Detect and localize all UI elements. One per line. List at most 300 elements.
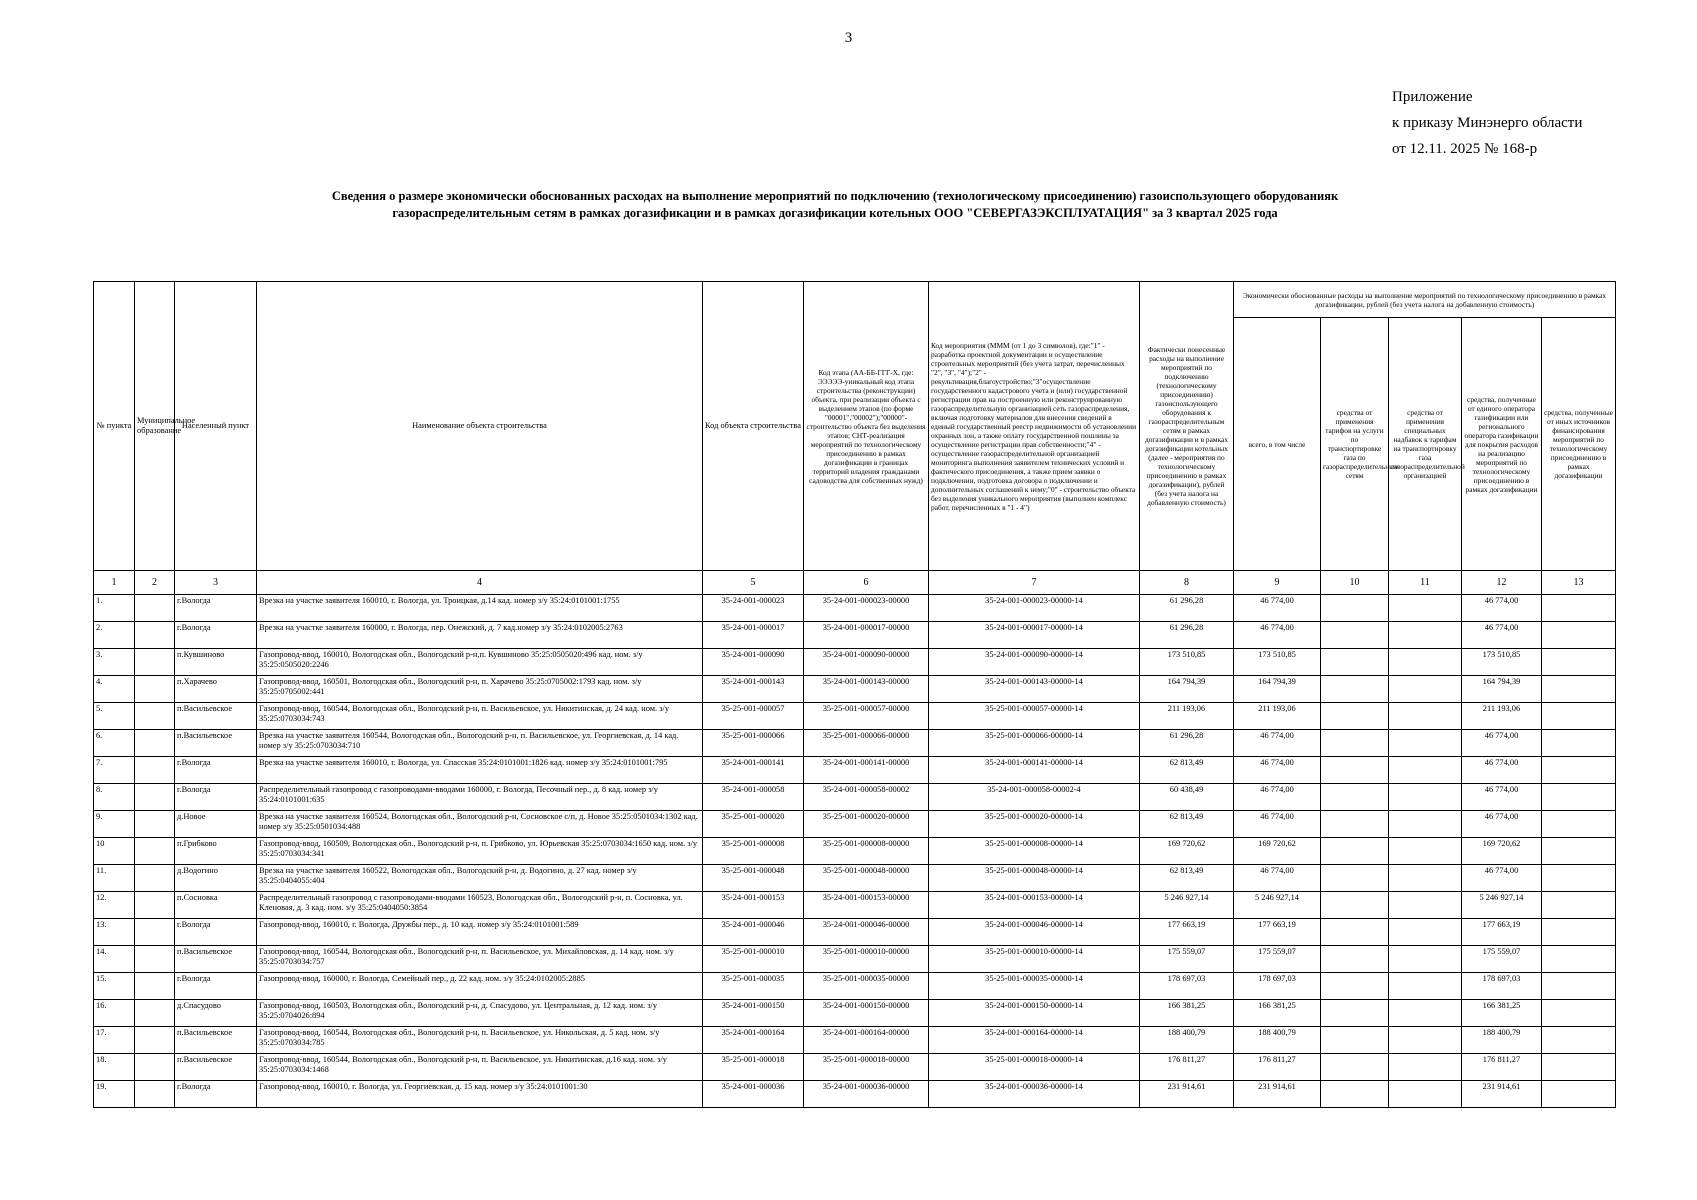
cell-object-name: Газопровод-ввод, 160010, г. Вологда, Дружбы пер., д. 10 кад. номер з/у 35:24:0101001:589 (257, 919, 703, 946)
cell-object-name: Газопровод-ввод, 160000, г. Вологда, Семейный пер., д. 22 кад. ном. з/у 35:24:0102005:2885 (257, 973, 703, 1000)
cell-other-funds (1542, 649, 1616, 676)
cell-actual-expenses: 60 438,49 (1140, 784, 1234, 811)
appendix-note (1392, 84, 1582, 162)
header-stage-code: Код этапа (АА-ББ-ГГГ-Х, где: ЭЭЭЭЭ-уникальный код этапа строительства (реконструкции) объекта, при реализации объекта с выделением этапов (по форме "00001","00002");"00000"-строительство объекта без выделения этапов; СНТ-реализация мероприятий по технологическому присоединению в рамках догазификации в границах территорий владения гражданами садоводства для собственных нужд) (804, 282, 929, 571)
header-other-funds: средства, полученные от иных источников финансирования мероприятий по технологическому присоединению в рамках догазификации (1542, 318, 1616, 571)
expenses-table (93, 281, 1616, 1108)
cell-event-code: 35-25-001-000035-00000-14 (929, 973, 1140, 1000)
cell-actual-expenses: 173 510,85 (1140, 649, 1234, 676)
cell-other-funds (1542, 1027, 1616, 1054)
table-row (94, 838, 1616, 865)
column-number: 6 (804, 571, 929, 595)
header-municipality: Муниципальное образование (135, 282, 175, 571)
cell-total: 178 697,03 (1234, 973, 1321, 1000)
cell-object-code: 35-24-001-000153 (703, 892, 804, 919)
cell-object-name: Газопровод-ввод, 160509, Вологодская обл., Вологодский р-н, п. Грибково, ул. Юрьевская 35:25:0703034:1650 кад. ном. з/у 35:25:0703034:341 (257, 838, 703, 865)
cell-tariff-funds (1321, 946, 1389, 973)
cell-other-funds (1542, 811, 1616, 838)
cell-municipality (135, 838, 175, 865)
cell-item-number: 19. (94, 1081, 135, 1108)
cell-operator-funds: 46 774,00 (1462, 784, 1542, 811)
cell-object-name: Газопровод-ввод, 160544, Вологодская обл., Вологодский р-н, п. Васильевское, ул. Никольская, д. 5 кад. ном. з/у 35:25:0703034:785 (257, 1027, 703, 1054)
cell-other-funds (1542, 622, 1616, 649)
cell-municipality (135, 676, 175, 703)
cell-operator-funds: 46 774,00 (1462, 811, 1542, 838)
cell-tariff-funds (1321, 973, 1389, 1000)
column-number: 11 (1389, 571, 1462, 595)
header-tariff-funds: средства от применения тарифов на услуги по транспортировке газа по газораспределительным сетям (1321, 318, 1389, 571)
cell-stage-code: 35-24-001-000046-00000 (804, 919, 929, 946)
cell-item-number: 17. (94, 1027, 135, 1054)
cell-stage-code: 35-24-001-000164-00000 (804, 1027, 929, 1054)
cell-object-name: Врезка на участке заявителя 160524, Вологодская обл., Вологодский р-н, Сосновское с/п, д. Новое 35:25:0501034:1302 кад. номер з/у 35:25:0501034:488 (257, 811, 703, 838)
cell-settlement: п.Харачево (175, 676, 257, 703)
cell-operator-funds: 188 400,79 (1462, 1027, 1542, 1054)
cell-municipality (135, 892, 175, 919)
cell-operator-funds: 46 774,00 (1462, 622, 1542, 649)
cell-object-code: 35-24-001-000141 (703, 757, 804, 784)
cell-stage-code: 35-25-001-000048-00000 (804, 865, 929, 892)
table-row (94, 595, 1616, 622)
cell-total: 175 559,07 (1234, 946, 1321, 973)
cell-operator-funds: 169 720,62 (1462, 838, 1542, 865)
table-row (94, 1027, 1616, 1054)
cell-total: 46 774,00 (1234, 622, 1321, 649)
cell-total: 166 381,25 (1234, 1000, 1321, 1027)
cell-object-name: Газопровод-ввод, 160501, Вологодская обл., Вологодский р-н, п. Харачево 35:25:0705002:1793 кад. ном. з/у 35:25:0705002:441 (257, 676, 703, 703)
cell-municipality (135, 1054, 175, 1081)
cell-surcharge-funds (1389, 730, 1462, 757)
cell-stage-code: 35-25-001-000020-00000 (804, 811, 929, 838)
header-operator-funds: средства, полученные от единого оператора газификации или регионального оператора газификации для покрытия расходов на реализацию мероприятий по технологическому присоединению в рамках догазификации (1462, 318, 1542, 571)
cell-operator-funds: 211 193,06 (1462, 703, 1542, 730)
cell-actual-expenses: 178 697,03 (1140, 973, 1234, 1000)
cell-other-funds (1542, 919, 1616, 946)
cell-object-code: 35-24-001-000046 (703, 919, 804, 946)
cell-item-number: 2. (94, 622, 135, 649)
cell-stage-code: 35-24-001-000143-00000 (804, 676, 929, 703)
column-number: 4 (257, 571, 703, 595)
cell-object-name: Врезка на участке заявителя 160010, г. Вологда, ул. Троицкая, д.14 кад. номер з/у 35:24:0101001:1755 (257, 595, 703, 622)
table-row (94, 946, 1616, 973)
cell-tariff-funds (1321, 757, 1389, 784)
table-row (94, 784, 1616, 811)
cell-settlement: д.Новое (175, 811, 257, 838)
cell-item-number: 5. (94, 703, 135, 730)
cell-municipality (135, 595, 175, 622)
cell-tariff-funds (1321, 1054, 1389, 1081)
cell-tariff-funds (1321, 676, 1389, 703)
cell-actual-expenses: 61 296,28 (1140, 730, 1234, 757)
cell-tariff-funds (1321, 811, 1389, 838)
cell-item-number: 8. (94, 784, 135, 811)
cell-municipality (135, 1027, 175, 1054)
cell-tariff-funds (1321, 730, 1389, 757)
page-number: 3 (844, 30, 853, 46)
cell-item-number: 9. (94, 811, 135, 838)
cell-operator-funds: 178 697,03 (1462, 973, 1542, 1000)
appendix-line-1: Приложение (1392, 89, 1473, 105)
cell-object-code: 35-25-001-000010 (703, 946, 804, 973)
cell-object-code: 35-24-001-000090 (703, 649, 804, 676)
cell-surcharge-funds (1389, 811, 1462, 838)
cell-total: 46 774,00 (1234, 757, 1321, 784)
document-title-line-1: Сведения о размере экономически обоснованных расходах на выполнение мероприятий по подключению (технологическому присоединению) газоиспользующего оборудованияк (331, 189, 1339, 203)
table-row (94, 892, 1616, 919)
cell-operator-funds: 166 381,25 (1462, 1000, 1542, 1027)
cell-surcharge-funds (1389, 946, 1462, 973)
cell-other-funds (1542, 1081, 1616, 1108)
cell-item-number: 18. (94, 1054, 135, 1081)
cell-settlement: г.Вологда (175, 973, 257, 1000)
cell-tariff-funds (1321, 892, 1389, 919)
cell-event-code: 35-25-001-000066-00000-14 (929, 730, 1140, 757)
cell-event-code: 35-25-001-000010-00000-14 (929, 946, 1140, 973)
cell-object-code: 35-24-001-000017 (703, 622, 804, 649)
cell-stage-code: 35-24-001-000036-00000 (804, 1081, 929, 1108)
cell-item-number: 12. (94, 892, 135, 919)
cell-tariff-funds (1321, 838, 1389, 865)
cell-total: 173 510,85 (1234, 649, 1321, 676)
cell-item-number: 13. (94, 919, 135, 946)
header-total: всего, в том числе (1234, 318, 1321, 571)
cell-settlement: г.Вологда (175, 622, 257, 649)
table-row (94, 1000, 1616, 1027)
cell-surcharge-funds (1389, 1000, 1462, 1027)
cell-object-code: 35-24-001-000143 (703, 676, 804, 703)
cell-surcharge-funds (1389, 973, 1462, 1000)
cell-municipality (135, 811, 175, 838)
cell-object-code: 35-25-001-000020 (703, 811, 804, 838)
cell-tariff-funds (1321, 1000, 1389, 1027)
cell-settlement: п.Грибково (175, 838, 257, 865)
cell-municipality (135, 649, 175, 676)
cell-surcharge-funds (1389, 892, 1462, 919)
cell-total: 5 246 927,14 (1234, 892, 1321, 919)
cell-event-code: 35-24-001-000164-00000-14 (929, 1027, 1140, 1054)
cell-other-funds (1542, 1000, 1616, 1027)
cell-settlement: д.Водогино (175, 865, 257, 892)
cell-municipality (135, 865, 175, 892)
column-number: 1 (94, 571, 135, 595)
header-justified-expenses-group: Экономически обоснованные расходы на выполнение мероприятий по технологическому присоединению в рамках догазификации, рублей (без учета налога на добавленную стоимость) (1234, 282, 1616, 318)
cell-other-funds (1542, 1054, 1616, 1081)
column-number: 7 (929, 571, 1140, 595)
table-row (94, 676, 1616, 703)
cell-settlement: п.Сосновка (175, 892, 257, 919)
cell-municipality (135, 622, 175, 649)
cell-event-code: 35-24-001-000017-00000-14 (929, 622, 1140, 649)
cell-item-number: 1. (94, 595, 135, 622)
cell-actual-expenses: 61 296,28 (1140, 595, 1234, 622)
table-header-row (94, 282, 1616, 318)
column-number: 12 (1462, 571, 1542, 595)
cell-event-code: 35-25-001-000018-00000-14 (929, 1054, 1140, 1081)
cell-tariff-funds (1321, 595, 1389, 622)
cell-total: 164 794,39 (1234, 676, 1321, 703)
cell-actual-expenses: 175 559,07 (1140, 946, 1234, 973)
cell-object-name: Распределительный газопровод с газопроводами-вводами 160523, Вологодская обл., Вологодский р-н, п. Сосновка, ул. Кленовая, д. 3 кад. ном. з/у 35:25:0404050:3854 (257, 892, 703, 919)
cell-stage-code: 35-25-001-000035-00000 (804, 973, 929, 1000)
cell-operator-funds: 46 774,00 (1462, 757, 1542, 784)
cell-settlement: г.Вологда (175, 1081, 257, 1108)
cell-operator-funds: 46 774,00 (1462, 595, 1542, 622)
cell-object-code: 35-25-001-000018 (703, 1054, 804, 1081)
cell-settlement: г.Вологда (175, 757, 257, 784)
cell-municipality (135, 946, 175, 973)
cell-settlement: г.Вологда (175, 595, 257, 622)
cell-stage-code: 35-25-001-000008-00000 (804, 838, 929, 865)
cell-event-code: 35-24-001-000153-00000-14 (929, 892, 1140, 919)
cell-total: 46 774,00 (1234, 811, 1321, 838)
table-body (94, 595, 1616, 1108)
cell-object-name: Газопровод-ввод, 160544, Вологодская обл., Вологодский р-н, п. Васильевское, ул. Михайловская, д. 14 кад. ном. з/у 35:25:0703034:757 (257, 946, 703, 973)
cell-total: 177 663,19 (1234, 919, 1321, 946)
cell-stage-code: 35-24-001-000153-00000 (804, 892, 929, 919)
cell-actual-expenses: 188 400,79 (1140, 1027, 1234, 1054)
cell-municipality (135, 703, 175, 730)
cell-actual-expenses: 176 811,27 (1140, 1054, 1234, 1081)
cell-operator-funds: 177 663,19 (1462, 919, 1542, 946)
cell-surcharge-funds (1389, 757, 1462, 784)
cell-other-funds (1542, 973, 1616, 1000)
cell-object-code: 35-24-001-000164 (703, 1027, 804, 1054)
table-row (94, 703, 1616, 730)
cell-item-number: 6. (94, 730, 135, 757)
cell-object-code: 35-25-001-000057 (703, 703, 804, 730)
cell-surcharge-funds (1389, 676, 1462, 703)
table-row (94, 1054, 1616, 1081)
cell-item-number: 10 (94, 838, 135, 865)
cell-tariff-funds (1321, 622, 1389, 649)
cell-object-name: Врезка на участке заявителя 160000, г. Вологда, пер. Онежский, д. 7 кад.номер з/у 35:24:0102005:2763 (257, 622, 703, 649)
cell-event-code: 35-24-001-000023-00000-14 (929, 595, 1140, 622)
cell-object-name: Газопровод-ввод, 160010, Вологодская обл., Вологодский р-н,п. Кувшиново 35:25:0505020:496 кад. ном. з/у 35:25:0505020:2246 (257, 649, 703, 676)
cell-stage-code: 35-25-001-000018-00000 (804, 1054, 929, 1081)
cell-event-code: 35-25-001-000057-00000-14 (929, 703, 1140, 730)
cell-stage-code: 35-24-001-000017-00000 (804, 622, 929, 649)
table-row (94, 865, 1616, 892)
cell-total: 188 400,79 (1234, 1027, 1321, 1054)
cell-item-number: 15. (94, 973, 135, 1000)
cell-actual-expenses: 211 193,06 (1140, 703, 1234, 730)
column-number: 9 (1234, 571, 1321, 595)
cell-settlement: п.Васильевское (175, 1054, 257, 1081)
cell-tariff-funds (1321, 1081, 1389, 1108)
cell-event-code: 35-25-001-000020-00000-14 (929, 811, 1140, 838)
column-number: 3 (175, 571, 257, 595)
table-row (94, 730, 1616, 757)
cell-operator-funds: 164 794,39 (1462, 676, 1542, 703)
cell-settlement: п.Васильевское (175, 703, 257, 730)
header-settlement: Населенный пункт (175, 282, 257, 571)
cell-surcharge-funds (1389, 703, 1462, 730)
cell-total: 46 774,00 (1234, 784, 1321, 811)
cell-total: 46 774,00 (1234, 865, 1321, 892)
cell-tariff-funds (1321, 784, 1389, 811)
cell-object-code: 35-24-001-000023 (703, 595, 804, 622)
cell-municipality (135, 730, 175, 757)
cell-event-code: 35-24-001-000141-00000-14 (929, 757, 1140, 784)
cell-tariff-funds (1321, 649, 1389, 676)
cell-item-number: 14. (94, 946, 135, 973)
cell-surcharge-funds (1389, 919, 1462, 946)
cell-object-name: Газопровод-ввод, 160503, Вологодская обл., Вологодский р-н, д. Спасудово, ул. Центральная, д. 12 кад. ном. з/у 35:25:0704026:894 (257, 1000, 703, 1027)
cell-actual-expenses: 61 296,28 (1140, 622, 1234, 649)
cell-tariff-funds (1321, 865, 1389, 892)
cell-actual-expenses: 5 246 927,14 (1140, 892, 1234, 919)
cell-operator-funds: 5 246 927,14 (1462, 892, 1542, 919)
cell-event-code: 35-25-001-000048-00000-14 (929, 865, 1140, 892)
cell-object-code: 35-25-001-000066 (703, 730, 804, 757)
appendix-line-3: от 12.11. 2025 № 168-р (1392, 141, 1538, 157)
document-title (140, 188, 1530, 222)
cell-surcharge-funds (1389, 784, 1462, 811)
cell-object-name: Врезка на участке заявителя 160010, г. Вологда, ул. Спасская 35:24:0101001:1826 кад. номер з/у 35:24:0101001:795 (257, 757, 703, 784)
cell-stage-code: 35-24-001-000150-00000 (804, 1000, 929, 1027)
cell-actual-expenses: 177 663,19 (1140, 919, 1234, 946)
cell-operator-funds: 231 914,61 (1462, 1081, 1542, 1108)
cell-actual-expenses: 164 794,39 (1140, 676, 1234, 703)
cell-item-number: 7. (94, 757, 135, 784)
cell-event-code: 35-24-001-000090-00000-14 (929, 649, 1140, 676)
header-surcharge-funds: средства от применения специальных надбавок к тарифам на транспортировку газа газораспределительной организацией (1389, 318, 1462, 571)
column-number: 8 (1140, 571, 1234, 595)
cell-event-code: 35-24-001-000150-00000-14 (929, 1000, 1140, 1027)
cell-settlement: п.Кувшиново (175, 649, 257, 676)
cell-actual-expenses: 231 914,61 (1140, 1081, 1234, 1108)
cell-surcharge-funds (1389, 1054, 1462, 1081)
column-number: 10 (1321, 571, 1389, 595)
cell-surcharge-funds (1389, 1081, 1462, 1108)
cell-operator-funds: 173 510,85 (1462, 649, 1542, 676)
cell-object-code: 35-24-001-000150 (703, 1000, 804, 1027)
cell-stage-code: 35-24-001-000023-00000 (804, 595, 929, 622)
cell-other-funds (1542, 892, 1616, 919)
column-number: 13 (1542, 571, 1616, 595)
table-row (94, 919, 1616, 946)
cell-event-code: 35-24-001-000058-00002-4 (929, 784, 1140, 811)
cell-operator-funds: 176 811,27 (1462, 1054, 1542, 1081)
cell-settlement: п.Васильевское (175, 1027, 257, 1054)
table-row (94, 973, 1616, 1000)
cell-settlement: п.Васильевское (175, 946, 257, 973)
cell-object-name: Газопровод-ввод, 160010, г. Вологда, ул. Георгиевская, д. 15 кад. номер з/у 35:24:0101001:30 (257, 1081, 703, 1108)
cell-object-code: 35-24-001-000058 (703, 784, 804, 811)
cell-municipality (135, 757, 175, 784)
cell-object-name: Врезка на участке заявителя 160544, Вологодская обл., Вологодский р-н, п. Васильевское, ул. Георгиевская, д. 14 кад. номер з/у 35:25:0703034:710 (257, 730, 703, 757)
cell-event-code: 35-25-001-000008-00000-14 (929, 838, 1140, 865)
cell-object-code: 35-24-001-000036 (703, 1081, 804, 1108)
cell-municipality (135, 784, 175, 811)
cell-other-funds (1542, 838, 1616, 865)
cell-surcharge-funds (1389, 1027, 1462, 1054)
header-item-number: № пункта (94, 282, 135, 571)
cell-other-funds (1542, 946, 1616, 973)
cell-stage-code: 35-24-001-000090-00000 (804, 649, 929, 676)
cell-total: 46 774,00 (1234, 730, 1321, 757)
table-row (94, 811, 1616, 838)
cell-total: 211 193,06 (1234, 703, 1321, 730)
cell-municipality (135, 919, 175, 946)
cell-object-name: Газопровод-ввод, 160544, Вологодская обл., Вологодский р-н, п. Васильевское, ул. Никитинская, д. 24 кад. ном. з/у 35:25:0703034:743 (257, 703, 703, 730)
cell-tariff-funds (1321, 919, 1389, 946)
cell-object-code: 35-25-001-000048 (703, 865, 804, 892)
cell-settlement: г.Вологда (175, 919, 257, 946)
table-row (94, 757, 1616, 784)
cell-event-code: 35-24-001-000036-00000-14 (929, 1081, 1140, 1108)
document-title-line-2: газораспределительным сетям в рамках догазификации и в рамках догазификации котельных ООО "СЕВЕРГАЗЭКСПЛУАТАЦИЯ" за 3 квартал 2025 года (392, 206, 1278, 220)
cell-actual-expenses: 62 813,49 (1140, 757, 1234, 784)
cell-other-funds (1542, 703, 1616, 730)
cell-municipality (135, 1000, 175, 1027)
header-event-code: Код мероприятия (МММ (от 1 до 3 символов), где:"1" - разработка проектной документации и осуществление строительных мероприятий (без учета затрат, перечисленных "2", "3", "4");"2" - рекультивация,благоустройство;"3"осуществление государственного кадастрового учета и (или) государственной регистрации прав на построенную или реконструированную газораспределительную организацией сеть газораспределения, включая подготовку материалов для внесения сведений в единый государственный реестр недвижимости об установлении охранных зон, а также оплату государственной пошлины за осуществление регистрации прав собственности;"4" - осуществление газораспределительной организацией мониторинга выполнения заявителем технических условий и фактического присоединения, а также прием заявки о подключении, подготовка договора о подключении и дополнительных соглашений к нему;"0" - строительство объекта без выделения уникального мероприятия (выполнен комплекс работ, перечисленных в "1 - 4") (929, 282, 1140, 571)
table-row (94, 622, 1616, 649)
cell-surcharge-funds (1389, 595, 1462, 622)
cell-other-funds (1542, 865, 1616, 892)
header-actual-expenses: Фактически понесенные расходы на выполнение мероприятий по подключению (технологическому присоединению) газоиспользующего оборудования к газораспределительным сетям в рамках догазификации и в рамках догазификации котельных (далее - мероприятия по технологическому присоединению в рамках догазификации), рублей (без учета налога на добавленную стоимость) (1140, 282, 1234, 571)
cell-tariff-funds (1321, 703, 1389, 730)
cell-item-number: 4. (94, 676, 135, 703)
cell-stage-code: 35-25-001-000066-00000 (804, 730, 929, 757)
cell-other-funds (1542, 676, 1616, 703)
cell-total: 231 914,61 (1234, 1081, 1321, 1108)
cell-item-number: 3. (94, 649, 135, 676)
cell-actual-expenses: 169 720,62 (1140, 838, 1234, 865)
appendix-line-2: к приказу Минэнерго области (1392, 115, 1583, 131)
column-number-row (94, 571, 1616, 595)
cell-operator-funds: 175 559,07 (1462, 946, 1542, 973)
column-number: 5 (703, 571, 804, 595)
cell-total: 46 774,00 (1234, 595, 1321, 622)
table-row (94, 1081, 1616, 1108)
cell-event-code: 35-24-001-000143-00000-14 (929, 676, 1140, 703)
cell-actual-expenses: 166 381,25 (1140, 1000, 1234, 1027)
cell-actual-expenses: 62 813,49 (1140, 865, 1234, 892)
cell-other-funds (1542, 784, 1616, 811)
table-row (94, 649, 1616, 676)
cell-object-code: 35-25-001-000035 (703, 973, 804, 1000)
cell-operator-funds: 46 774,00 (1462, 730, 1542, 757)
cell-stage-code: 35-25-001-000057-00000 (804, 703, 929, 730)
cell-surcharge-funds (1389, 838, 1462, 865)
cell-other-funds (1542, 595, 1616, 622)
cell-settlement: п.Васильевское (175, 730, 257, 757)
cell-stage-code: 35-25-001-000010-00000 (804, 946, 929, 973)
cell-surcharge-funds (1389, 649, 1462, 676)
cell-object-name: Газопровод-ввод, 160544, Вологодская обл., Вологодский р-н, п. Васильевское, ул. Никитинская, д.16 кад. ном. з/у 35:25:0703034:1468 (257, 1054, 703, 1081)
column-number: 2 (135, 571, 175, 595)
cell-total: 169 720,62 (1234, 838, 1321, 865)
cell-settlement: г.Вологда (175, 784, 257, 811)
cell-tariff-funds (1321, 1027, 1389, 1054)
cell-event-code: 35-24-001-000046-00000-14 (929, 919, 1140, 946)
cell-other-funds (1542, 757, 1616, 784)
cell-settlement: д.Спасудово (175, 1000, 257, 1027)
cell-surcharge-funds (1389, 622, 1462, 649)
cell-municipality (135, 973, 175, 1000)
cell-item-number: 16. (94, 1000, 135, 1027)
cell-surcharge-funds (1389, 865, 1462, 892)
cell-operator-funds: 46 774,00 (1462, 865, 1542, 892)
cell-object-name: Врезка на участке заявителя 160522, Вологодская обл., Вологодский р-н, д. Водогино, д. 27 кад. номер з/у 35:25:0404055:404 (257, 865, 703, 892)
cell-stage-code: 35-24-001-000141-00000 (804, 757, 929, 784)
cell-municipality (135, 1081, 175, 1108)
cell-object-code: 35-25-001-000008 (703, 838, 804, 865)
cell-object-name: Распределительный газопровод с газопроводами-вводами 160000, г. Вологда, Песочный пер., д. 8 кад. номер з/у 35:24:0101001:635 (257, 784, 703, 811)
cell-other-funds (1542, 730, 1616, 757)
header-object-name: Наименование объекта строительства (257, 282, 703, 571)
